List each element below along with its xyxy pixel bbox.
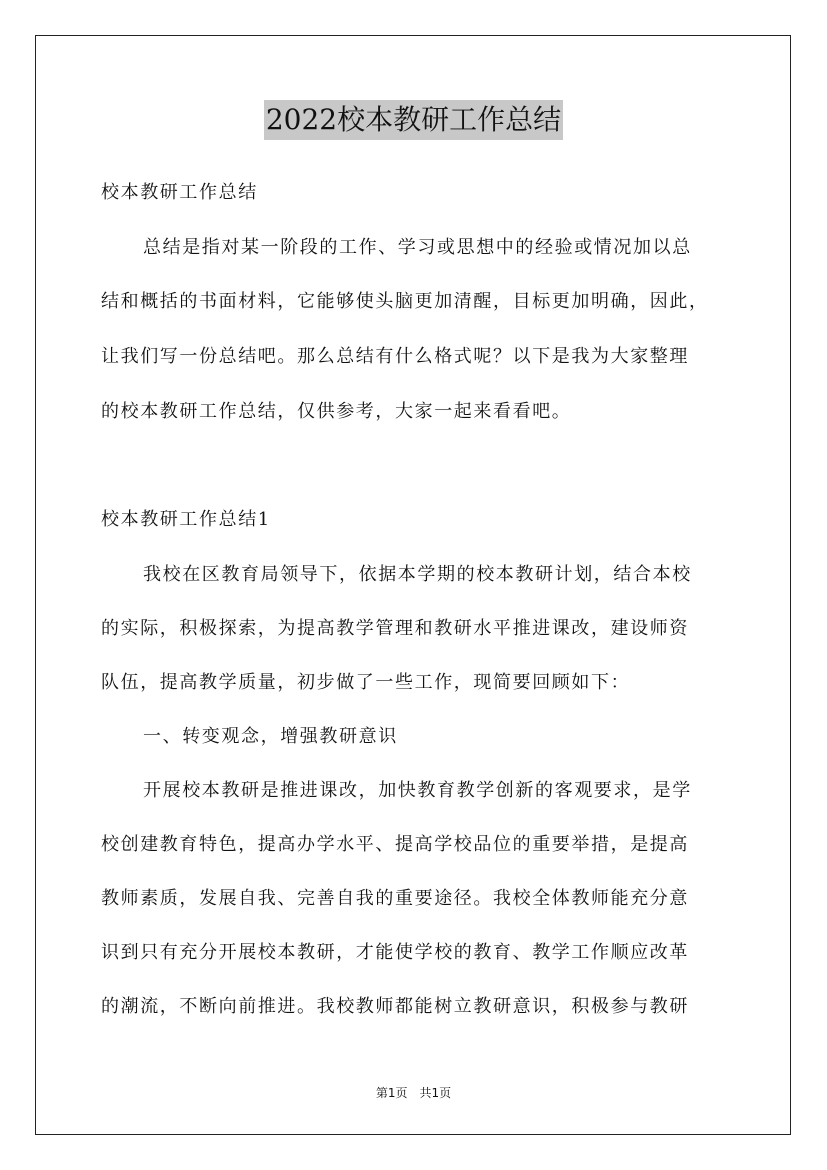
- subheading: 一、转变观念，增强教研意识: [143, 726, 398, 747]
- paragraph-line: 队伍，提高教学质量，初步做了一些工作，现简要回顾如下：: [101, 672, 631, 693]
- section-heading: 校本教研工作总结1: [101, 509, 271, 530]
- document-title-container: [0, 100, 827, 140]
- paragraph-line: 教师素质，发展自我、完善自我的重要途径。我校全体教师能充分意: [101, 888, 689, 909]
- paragraph-line: 让我们写一份总结吧。那么总结有什么格式呢？以下是我为大家整理: [101, 346, 689, 367]
- paragraph-line: 结和概括的书面材料，它能够使头脑更加清醒，目标更加明确，因此，: [101, 291, 709, 312]
- document-title: 2022校本教研工作总结: [264, 100, 563, 140]
- paragraph-line: 的实际，积极探索，为提高教学管理和教研水平推进课改，建设师资: [101, 618, 689, 639]
- paragraph-line: 开展校本教研是推进课改，加快教育教学创新的客观要求，是学: [143, 780, 692, 801]
- paragraph-line: 总结是指对某一阶段的工作、学习或思想中的经验或情况加以总: [143, 237, 692, 258]
- paragraph-line: 的潮流，不断向前推进。我校教师都能树立教研意识，积极参与教研: [101, 996, 689, 1017]
- page-footer: 第1页 共1页: [375, 1086, 452, 1100]
- paragraph-line: 校创建教育特色，提高办学水平、提高学校品位的重要举措，是提高: [101, 834, 689, 855]
- paragraph-line: 我校在区教育局领导下，依据本学期的校本教研计划，结合本校: [143, 564, 692, 585]
- paragraph-line: 的校本教研工作总结，仅供参考，大家一起来看看吧。: [101, 401, 572, 422]
- paragraph-line: 识到只有充分开展校本教研，才能使学校的教育、教学工作顺应改革: [101, 942, 689, 963]
- section-heading: 校本教研工作总结: [101, 182, 258, 203]
